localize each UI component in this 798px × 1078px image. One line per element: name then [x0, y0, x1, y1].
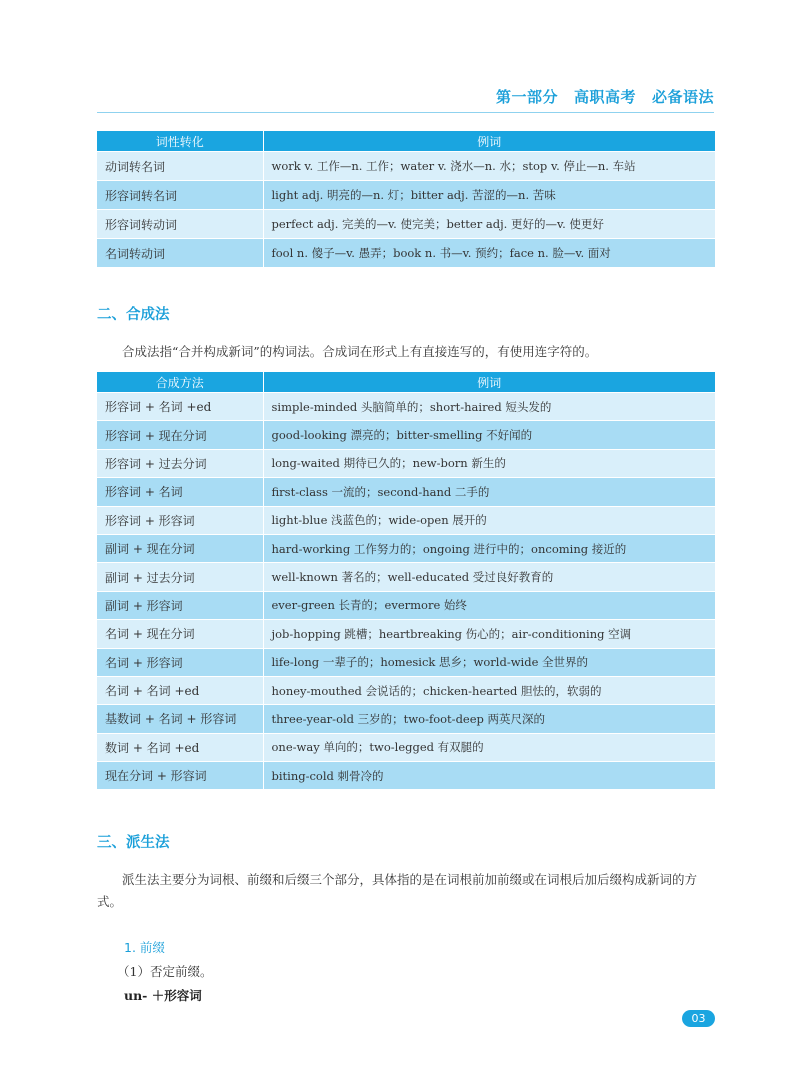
compound-method: 名词 + 现在分词	[97, 620, 263, 648]
example-words: one-way 单向的；two-legged 有双腿的	[263, 733, 715, 761]
table-header-cell: 词性转化	[97, 131, 263, 152]
compound-method: 名词 + 形容词	[97, 648, 263, 676]
table-row	[97, 534, 715, 562]
conversion-table	[97, 131, 715, 267]
compounding-intro: 合成法指“合并构成新词”的构词法。合成词在形式上有直接连写的，有使用连字符的。	[122, 344, 598, 359]
compound-method: 副词 + 现在分词	[97, 534, 263, 562]
example-words: light-blue 浅蓝色的；wide-open 展开的	[263, 506, 715, 534]
example-words: simple-minded 头脑简单的；short-haired 短头发的	[263, 393, 715, 421]
example-words: three-year-old 三岁的；two-foot-deep 两英尺深的	[263, 705, 715, 733]
table-header-cell: 例词	[263, 372, 715, 393]
table-row	[97, 506, 715, 534]
example-words: life-long 一辈子的；homesick 思乡；world-wide 全世界的	[263, 648, 715, 676]
example-words: light adj. 明亮的—n. 灯；bitter adj. 苦涩的—n. 苦味	[263, 181, 715, 210]
compound-method: 形容词 + 过去分词	[97, 449, 263, 477]
prefix-subheading: 1. 前缀	[124, 940, 165, 955]
compound-method: 名词 + 名词 +ed	[97, 676, 263, 704]
example-words: perfect adj. 完美的—v. 使完美；better adj. 更好的—v. 使更好	[263, 210, 715, 239]
table-row	[97, 705, 715, 733]
example-words: first-class 一流的；second-hand 二手的	[263, 478, 715, 506]
table-row	[97, 152, 715, 181]
compound-method: 数词 + 名词 +ed	[97, 733, 263, 761]
compound-table	[97, 372, 715, 789]
compound-method: 形容词 + 现在分词	[97, 421, 263, 449]
example-words: biting-cold 刺骨冷的	[263, 762, 715, 790]
example-words: well-known 著名的；well-educated 受过良好教育的	[263, 563, 715, 591]
table-header-cell: 合成方法	[97, 372, 263, 393]
table-row	[97, 421, 715, 449]
table-row	[97, 393, 715, 421]
compound-method: 副词 + 过去分词	[97, 563, 263, 591]
compound-method: 形容词 + 名词	[97, 478, 263, 506]
compound-method: 形容词 + 名词 +ed	[97, 393, 263, 421]
negative-prefix-item: （1）否定前缀。	[117, 964, 213, 979]
running-header	[496, 86, 714, 107]
table-row	[97, 478, 715, 506]
table-row	[97, 762, 715, 790]
table-row	[97, 620, 715, 648]
example-words: long-waited 期待已久的；new-born 新生的	[263, 449, 715, 477]
table-row	[97, 648, 715, 676]
example-words: honey-mouthed 会说话的；chicken-hearted 胆怯的，软弱的	[263, 676, 715, 704]
table-row	[97, 563, 715, 591]
table-header-cell: 例词	[263, 131, 715, 152]
table-row	[97, 591, 715, 619]
example-words: ever-green 长青的；evermore 始终	[263, 591, 715, 619]
section-heading-compounding: 二、合成法	[97, 307, 170, 323]
conversion-type: 形容词转动词	[97, 210, 263, 239]
derivation-intro: 派生法主要分为词根、前缀和后缀三个部分，具体指的是在词根前加前缀或在词根后加后缀构成新词的方式。	[97, 872, 698, 909]
table-row	[97, 733, 715, 761]
table-row	[97, 449, 715, 477]
section-heading-derivation: 三、派生法	[97, 835, 170, 851]
compound-method: 副词 + 形容词	[97, 591, 263, 619]
compound-method: 形容词 + 形容词	[97, 506, 263, 534]
compound-method: 现在分词 + 形容词	[97, 762, 263, 790]
header-book: 高职高考	[573, 88, 636, 106]
header-topic: 必备语法	[651, 88, 714, 106]
table-row	[97, 210, 715, 239]
conversion-type: 形容词转名词	[97, 181, 263, 210]
example-words: hard-working 工作努力的；ongoing 进行中的；oncoming 接近的	[263, 534, 715, 562]
page-number: 03	[682, 1010, 715, 1027]
header-divider	[97, 112, 714, 113]
conversion-type: 名词转动词	[97, 239, 263, 268]
example-words: good-looking 漂亮的；bitter-smelling 不好闻的	[263, 421, 715, 449]
table-row	[97, 181, 715, 210]
example-words: job-hopping 跳槽；heartbreaking 伤心的；air-conditioning 空调	[263, 620, 715, 648]
example-words: fool n. 傻子—v. 愚弄；book n. 书—v. 预约；face n. 脸—v. 面对	[263, 239, 715, 268]
table-row	[97, 676, 715, 704]
prefix-rule: un- ＋形容词	[124, 988, 202, 1003]
compound-method: 基数词 + 名词 + 形容词	[97, 705, 263, 733]
conversion-type: 动词转名词	[97, 152, 263, 181]
example-words: work v. 工作—n. 工作；water v. 浇水—n. 水；stop v. 停止—n. 车站	[263, 152, 715, 181]
header-part: 第一部分	[495, 88, 558, 106]
table-row	[97, 239, 715, 268]
